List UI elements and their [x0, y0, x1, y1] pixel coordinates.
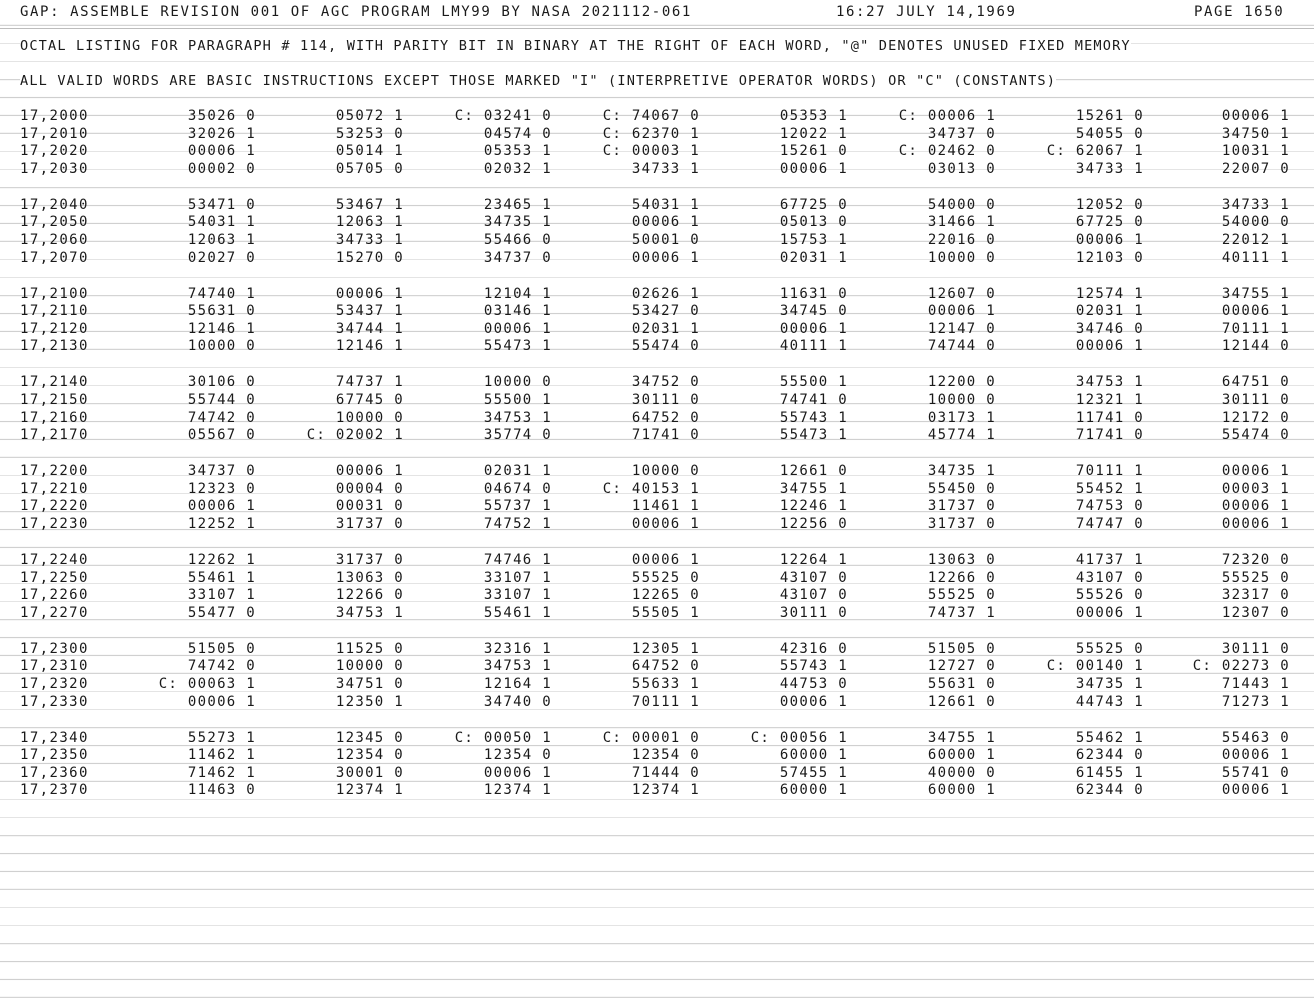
octal-word: C: 03241 0 [454, 108, 552, 124]
octal-word: 74737 1 [335, 374, 404, 391]
octal-word: 74746 1 [483, 552, 552, 568]
octal-word: 31466 1 [927, 214, 996, 231]
octal-word: 54031 1 [187, 214, 256, 231]
octal-word: 55461 1 [483, 604, 552, 621]
octal-word: 55452 1 [1075, 480, 1144, 497]
octal-word: 34733 1 [335, 232, 404, 248]
octal-word: 55744 0 [187, 392, 256, 408]
octal-word: 10000 0 [927, 392, 996, 408]
octal-word: 12052 0 [1075, 196, 1144, 213]
octal-word: 10000 0 [927, 249, 996, 266]
octal-word: 12063 1 [187, 232, 256, 248]
octal-word: 74747 0 [1075, 516, 1144, 532]
header-rule [0, 28, 1314, 29]
octal-word: 00002 0 [187, 160, 256, 177]
octal-word: 43107 0 [1075, 569, 1144, 586]
octal-word: 00006 1 [483, 320, 552, 337]
octal-word: 02031 1 [631, 320, 700, 337]
octal-word: 12321 1 [1075, 392, 1144, 408]
octal-word: 53253 0 [335, 125, 404, 142]
octal-word: 00003 1 [1221, 480, 1290, 497]
octal-word: 31737 0 [335, 516, 404, 532]
header-listing-description: OCTAL LISTING FOR PARAGRAPH # 114, WITH PARITY BIT IN BINARY AT THE RIGHT OF EACH WORD, "@" DENOTES UNUSED FIXED MEMORY [20, 38, 1131, 54]
octal-word: 71273 1 [1221, 693, 1290, 710]
row-address: 17,2220 [20, 498, 89, 515]
octal-word: 00006 1 [1075, 232, 1144, 248]
octal-word: 71444 0 [631, 764, 700, 781]
octal-word: 12246 1 [779, 498, 848, 515]
octal-word: 23465 1 [483, 196, 552, 213]
octal-word: 74742 0 [187, 658, 256, 675]
header-timestamp: 16:27 JULY 14,1969 [836, 4, 1017, 20]
octal-word: 34746 0 [1075, 320, 1144, 337]
octal-word: 05567 0 [187, 427, 256, 444]
octal-word: 00006 1 [1221, 108, 1290, 124]
octal-word: 02031 1 [483, 463, 552, 480]
octal-word: 10000 0 [335, 409, 404, 426]
octal-word: 15753 1 [779, 232, 848, 248]
octal-word: 04574 0 [483, 125, 552, 142]
row-address: 17,2240 [20, 552, 89, 568]
octal-word: 00006 1 [1221, 782, 1290, 799]
octal-word: 12164 1 [483, 676, 552, 692]
row-address: 17,2320 [20, 676, 89, 692]
octal-word: 03146 1 [483, 303, 552, 320]
octal-word: 05705 0 [335, 160, 404, 177]
octal-word: 64751 0 [1221, 374, 1290, 391]
octal-word: 34753 1 [335, 604, 404, 621]
octal-word: 11463 0 [187, 782, 256, 799]
octal-word: 12265 0 [631, 587, 700, 604]
octal-word: 05013 0 [779, 214, 848, 231]
octal-word: 44743 1 [1075, 693, 1144, 710]
octal-word: 55450 0 [927, 480, 996, 497]
octal-word: 55505 1 [631, 604, 700, 621]
octal-word: 10031 1 [1221, 143, 1290, 160]
octal-word: 74753 0 [1075, 498, 1144, 515]
octal-word: 34737 0 [187, 463, 256, 480]
octal-word: 00004 0 [335, 480, 404, 497]
octal-word: 60000 1 [779, 782, 848, 799]
octal-word: 00006 1 [779, 320, 848, 337]
octal-word: 12103 0 [1075, 249, 1144, 266]
octal-word: 00006 1 [1221, 303, 1290, 320]
octal-word: 12607 0 [927, 285, 996, 302]
octal-word: 53471 0 [187, 196, 256, 213]
octal-word: 62344 0 [1075, 747, 1144, 764]
row-address: 17,2150 [20, 392, 89, 408]
octal-word: 03173 1 [927, 409, 996, 426]
octal-word: 00031 0 [335, 498, 404, 515]
octal-word: 34745 0 [779, 303, 848, 320]
row-address: 17,2010 [20, 125, 89, 142]
octal-word: C: 62067 1 [1046, 143, 1144, 160]
octal-word: C: 00063 1 [158, 676, 256, 692]
octal-word: 12574 1 [1075, 285, 1144, 302]
octal-word: 30001 0 [335, 764, 404, 781]
octal-word: 12307 0 [1221, 604, 1290, 621]
octal-word: C: 00050 1 [454, 729, 552, 746]
octal-word: 12022 1 [779, 125, 848, 142]
octal-word: 12661 0 [779, 463, 848, 480]
row-address: 17,2300 [20, 640, 89, 657]
octal-word: 55461 1 [187, 569, 256, 586]
octal-word: 00006 1 [483, 764, 552, 781]
octal-word: 32316 1 [483, 640, 552, 657]
octal-word: 74742 0 [187, 409, 256, 426]
octal-word: 12256 0 [779, 516, 848, 532]
octal-word: 03013 0 [927, 160, 996, 177]
octal-word: 34737 0 [927, 125, 996, 142]
octal-word: 71741 0 [1075, 427, 1144, 444]
octal-word: 31737 0 [335, 552, 404, 568]
octal-word: 55463 0 [1221, 729, 1290, 746]
octal-word: 00006 1 [335, 463, 404, 480]
octal-word: 34735 1 [483, 214, 552, 231]
octal-word: 74737 1 [927, 604, 996, 621]
octal-word: 34755 1 [927, 729, 996, 746]
octal-word: 35774 0 [483, 427, 552, 444]
octal-word: 54031 1 [631, 196, 700, 213]
octal-word: 34755 1 [779, 480, 848, 497]
octal-word: 53427 0 [631, 303, 700, 320]
octal-word: 12354 0 [483, 747, 552, 764]
octal-word: 55526 0 [1075, 587, 1144, 604]
octal-word: 74740 1 [187, 285, 256, 302]
row-address: 17,2020 [20, 143, 89, 160]
octal-word: 53437 1 [335, 303, 404, 320]
octal-word: 50001 0 [631, 232, 700, 248]
octal-word: 22007 0 [1221, 160, 1290, 177]
octal-word: 55525 0 [1221, 569, 1290, 586]
octal-word: 42316 0 [779, 640, 848, 657]
octal-word: 34753 1 [483, 658, 552, 675]
octal-word: 55525 0 [1075, 640, 1144, 657]
octal-word: 55741 0 [1221, 764, 1290, 781]
octal-word: 11525 0 [335, 640, 404, 657]
octal-word: 05353 1 [483, 143, 552, 160]
octal-word: 54000 0 [927, 196, 996, 213]
octal-word: 00006 1 [779, 160, 848, 177]
octal-word: 00006 1 [187, 143, 256, 160]
octal-word: C: 00003 1 [602, 143, 700, 160]
octal-word: 55743 1 [779, 658, 848, 675]
octal-word: 34751 0 [335, 676, 404, 692]
octal-word: 71741 0 [631, 427, 700, 444]
octal-word: 34733 1 [1221, 196, 1290, 213]
octal-word: 12374 1 [631, 782, 700, 799]
row-address: 17,2050 [20, 214, 89, 231]
octal-word: 34753 1 [1075, 374, 1144, 391]
row-address: 17,2230 [20, 516, 89, 532]
octal-word: 12374 1 [335, 782, 404, 799]
octal-word: 12354 0 [631, 747, 700, 764]
octal-word: 05072 1 [335, 108, 404, 124]
octal-word: 30111 0 [779, 604, 848, 621]
octal-word: 55473 1 [779, 427, 848, 444]
octal-word: 12264 1 [779, 552, 848, 568]
octal-word: 55743 1 [779, 409, 848, 426]
octal-word: 34740 0 [483, 693, 552, 710]
octal-word: C: 62370 1 [602, 125, 700, 142]
octal-word: 70111 1 [631, 693, 700, 710]
octal-word: C: 00140 1 [1046, 658, 1144, 675]
row-address: 17,2270 [20, 604, 89, 621]
octal-word: 00006 1 [631, 214, 700, 231]
octal-word: 34752 0 [631, 374, 700, 391]
octal-word: C: 74067 0 [602, 108, 700, 124]
octal-word: 32317 0 [1221, 587, 1290, 604]
octal-word: 04674 0 [483, 480, 552, 497]
octal-word: 55474 0 [631, 338, 700, 355]
octal-word: 00006 1 [1221, 516, 1290, 532]
octal-word: C: 02002 1 [306, 427, 404, 444]
octal-word: 12144 0 [1221, 338, 1290, 355]
octal-word: 51505 0 [187, 640, 256, 657]
octal-word: 55273 1 [187, 729, 256, 746]
octal-word: C: 00001 0 [602, 729, 700, 746]
octal-word: 00006 1 [631, 516, 700, 532]
octal-word: C: 00056 1 [750, 729, 848, 746]
octal-word: 22012 1 [1221, 232, 1290, 248]
octal-word: 10000 0 [483, 374, 552, 391]
row-address: 17,2360 [20, 764, 89, 781]
octal-word: 12305 1 [631, 640, 700, 657]
row-address: 17,2000 [20, 108, 89, 124]
octal-word: 55525 0 [927, 587, 996, 604]
octal-word: 13063 0 [335, 569, 404, 586]
octal-word: 62344 0 [1075, 782, 1144, 799]
row-address: 17,2170 [20, 427, 89, 444]
octal-word: 55473 1 [483, 338, 552, 355]
octal-word: 55631 0 [927, 676, 996, 692]
row-address: 17,2250 [20, 569, 89, 586]
octal-word: 00006 1 [1221, 463, 1290, 480]
octal-word: 00006 1 [631, 249, 700, 266]
row-address: 17,2130 [20, 338, 89, 355]
octal-word: 30111 0 [1221, 640, 1290, 657]
octal-word: 55525 0 [631, 569, 700, 586]
octal-word: 55462 1 [1075, 729, 1144, 746]
octal-word: 74752 1 [483, 516, 552, 532]
octal-word: 34744 1 [335, 320, 404, 337]
octal-word: 40111 1 [1221, 249, 1290, 266]
octal-word: 11461 1 [631, 498, 700, 515]
octal-word: 13063 0 [927, 552, 996, 568]
octal-word: 67745 0 [335, 392, 404, 408]
row-address: 17,2030 [20, 160, 89, 177]
octal-word: 12146 1 [187, 320, 256, 337]
octal-word: 57455 1 [779, 764, 848, 781]
octal-word: 34737 0 [483, 249, 552, 266]
octal-word: 05353 1 [779, 108, 848, 124]
row-address: 17,2140 [20, 374, 89, 391]
octal-word: 10000 0 [335, 658, 404, 675]
row-address: 17,2340 [20, 729, 89, 746]
octal-word: 60000 1 [927, 747, 996, 764]
octal-word: 72320 0 [1221, 552, 1290, 568]
octal-word: 32026 1 [187, 125, 256, 142]
header-page-number: PAGE 1650 [1194, 4, 1285, 20]
octal-word: 02031 1 [779, 249, 848, 266]
row-address: 17,2310 [20, 658, 89, 675]
octal-word: 67725 0 [779, 196, 848, 213]
row-address: 17,2100 [20, 285, 89, 302]
octal-word: 44753 0 [779, 676, 848, 692]
octal-word: 40111 1 [779, 338, 848, 355]
octal-word: 74741 0 [779, 392, 848, 408]
octal-word: 60000 1 [779, 747, 848, 764]
octal-word: 33107 1 [483, 587, 552, 604]
octal-word: 22016 0 [927, 232, 996, 248]
octal-word: 71443 1 [1221, 676, 1290, 692]
octal-word: 12172 0 [1221, 409, 1290, 426]
octal-word: C: 00006 1 [898, 108, 996, 124]
octal-word: 34733 1 [1075, 160, 1144, 177]
row-address: 17,2160 [20, 409, 89, 426]
octal-word: 33107 1 [483, 569, 552, 586]
octal-word: 34755 1 [1221, 285, 1290, 302]
octal-word: 34735 1 [927, 463, 996, 480]
octal-word: 00006 1 [927, 303, 996, 320]
octal-word: 55500 1 [779, 374, 848, 391]
octal-word: 55631 0 [187, 303, 256, 320]
octal-word: 64752 0 [631, 409, 700, 426]
octal-word: 12374 1 [483, 782, 552, 799]
row-address: 17,2370 [20, 782, 89, 799]
octal-word: 67725 0 [1075, 214, 1144, 231]
header-legend-note: ALL VALID WORDS ARE BASIC INSTRUCTIONS EXCEPT THOSE MARKED "I" (INTERPRETIVE OPERATOR WORDS) OR "C" (CONSTANTS) [20, 73, 1057, 89]
row-address: 17,2330 [20, 693, 89, 710]
octal-word: C: 40153 1 [602, 480, 700, 497]
row-address: 17,2200 [20, 463, 89, 480]
row-address: 17,2350 [20, 747, 89, 764]
octal-word: 00006 1 [1075, 604, 1144, 621]
octal-word: 00006 1 [1075, 338, 1144, 355]
octal-word: 11741 0 [1075, 409, 1144, 426]
octal-word: 10000 0 [631, 463, 700, 480]
octal-word: 53467 1 [335, 196, 404, 213]
octal-word: 00006 1 [335, 285, 404, 302]
octal-word: 02626 1 [631, 285, 700, 302]
octal-word: 70111 1 [1075, 463, 1144, 480]
octal-word: 35026 0 [187, 108, 256, 124]
octal-word: 00006 1 [187, 498, 256, 515]
octal-word: 34753 1 [483, 409, 552, 426]
octal-word: 02032 1 [483, 160, 552, 177]
row-address: 17,2070 [20, 249, 89, 266]
octal-word: 12063 1 [335, 214, 404, 231]
octal-word: 12262 1 [187, 552, 256, 568]
octal-word: 12323 0 [187, 480, 256, 497]
octal-word: 12661 0 [927, 693, 996, 710]
octal-word: 00006 1 [1221, 747, 1290, 764]
octal-word: 12350 1 [335, 693, 404, 710]
octal-word: 12345 0 [335, 729, 404, 746]
octal-word: 70111 1 [1221, 320, 1290, 337]
octal-word: 55474 0 [1221, 427, 1290, 444]
octal-word: 55500 1 [483, 392, 552, 408]
header-title: GAP: ASSEMBLE REVISION 001 OF AGC PROGRAM LMY99 BY NASA 2021112-061 [20, 4, 692, 20]
octal-word: 51505 0 [927, 640, 996, 657]
octal-word: 31737 0 [927, 498, 996, 515]
octal-word: 00006 1 [631, 552, 700, 568]
octal-word: 12266 0 [927, 569, 996, 586]
octal-word: 71462 1 [187, 764, 256, 781]
octal-word: 55737 1 [483, 498, 552, 515]
octal-word: 12147 0 [927, 320, 996, 337]
octal-word: 61455 1 [1075, 764, 1144, 781]
octal-word: 10000 0 [187, 338, 256, 355]
octal-word: 43107 0 [779, 587, 848, 604]
octal-word: 34750 1 [1221, 125, 1290, 142]
octal-word: 12354 0 [335, 747, 404, 764]
octal-word: C: 02273 0 [1192, 658, 1290, 675]
octal-word: 00006 1 [1221, 498, 1290, 515]
octal-word: 05014 1 [335, 143, 404, 160]
octal-word: 00006 1 [187, 693, 256, 710]
octal-word: 33107 1 [187, 587, 256, 604]
row-address: 17,2260 [20, 587, 89, 604]
row-address: 17,2120 [20, 320, 89, 337]
octal-word: 30111 0 [631, 392, 700, 408]
octal-word: 12146 1 [335, 338, 404, 355]
octal-word: 41737 1 [1075, 552, 1144, 568]
octal-word: 02031 1 [1075, 303, 1144, 320]
octal-word: 12104 1 [483, 285, 552, 302]
octal-word: 12727 0 [927, 658, 996, 675]
octal-word: 45774 1 [927, 427, 996, 444]
octal-word: 74744 0 [927, 338, 996, 355]
octal-word: 30106 0 [187, 374, 256, 391]
octal-word: 02027 0 [187, 249, 256, 266]
octal-word: 55466 0 [483, 232, 552, 248]
octal-word: 54055 0 [1075, 125, 1144, 142]
octal-word: C: 02462 0 [898, 143, 996, 160]
octal-word: 34733 1 [631, 160, 700, 177]
octal-word: 31737 0 [927, 516, 996, 532]
octal-word: 55633 1 [631, 676, 700, 692]
octal-word: 12200 0 [927, 374, 996, 391]
octal-word: 54000 0 [1221, 214, 1290, 231]
octal-word: 15261 0 [779, 143, 848, 160]
octal-word: 00006 1 [779, 693, 848, 710]
octal-word: 55477 0 [187, 604, 256, 621]
row-address: 17,2040 [20, 196, 89, 213]
octal-word: 40000 0 [927, 764, 996, 781]
octal-word: 64752 0 [631, 658, 700, 675]
octal-word: 12266 0 [335, 587, 404, 604]
octal-word: 60000 1 [927, 782, 996, 799]
octal-word: 43107 0 [779, 569, 848, 586]
octal-word: 11462 1 [187, 747, 256, 764]
octal-word: 15261 0 [1075, 108, 1144, 124]
octal-word: 12252 1 [187, 516, 256, 532]
octal-word: 30111 0 [1221, 392, 1290, 408]
row-address: 17,2110 [20, 303, 89, 320]
row-address: 17,2060 [20, 232, 89, 248]
octal-word: 11631 0 [779, 285, 848, 302]
octal-word: 34735 1 [1075, 676, 1144, 692]
octal-word: 15270 0 [335, 249, 404, 266]
row-address: 17,2210 [20, 480, 89, 497]
